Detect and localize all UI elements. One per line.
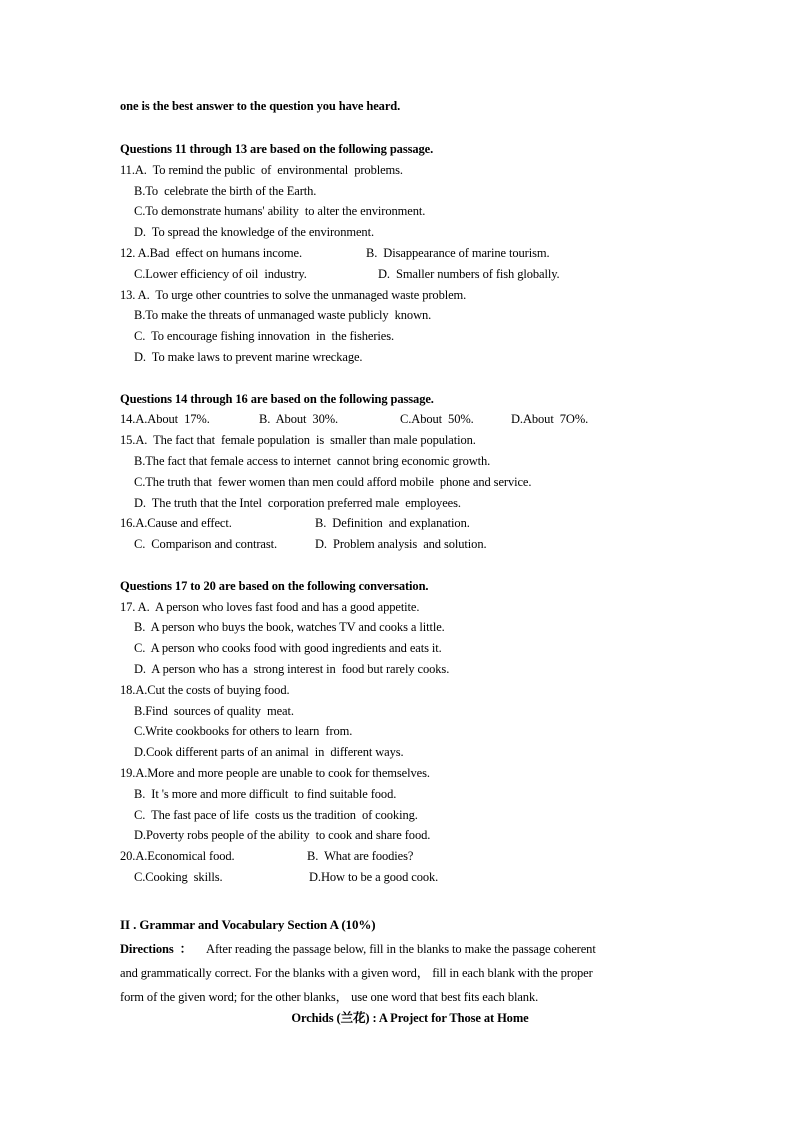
question-20-a: 20.A.Economical food.: [120, 849, 235, 863]
question-13-c: C. To encourage fishing innovation in the fisheries.: [134, 329, 395, 343]
question-14-c: C.About 50%.: [400, 412, 474, 426]
question-19-a: 19.A.More and more people are unable to cook for themselves.: [120, 766, 430, 780]
question-15-b: B.The fact that female access to internet cannot bring economic growth.: [134, 454, 491, 468]
question-13-d: D. To make laws to prevent marine wreckage.: [134, 350, 363, 364]
passage-title: Orchids (兰花) : A Project for Those at Home: [291, 1011, 529, 1025]
question-18-c: C.Write cookbooks for others to learn from.: [134, 724, 353, 738]
part2-heading: II . Grammar and Vocabulary Section A (10%): [120, 917, 376, 932]
question-12-b: B. Disappearance of marine tourism.: [366, 246, 550, 260]
question-13-b: B.To make the threats of unmanaged waste publicly known.: [134, 308, 432, 322]
question-18-a: 18.A.Cut the costs of buying food.: [120, 683, 290, 697]
directions-line-1: [120, 941, 596, 957]
question-12-a: 12. A.Bad effect on humans income.: [120, 246, 302, 260]
question-13-a: 13. A. To urge other countries to solve the unmanaged waste problem.: [120, 288, 467, 302]
question-11-c: C.To demonstrate humans' ability to alter the environment.: [134, 204, 426, 218]
question-20-b: B. What are foodies?: [307, 849, 414, 863]
question-11-d: D. To spread the knowledge of the environment.: [134, 225, 374, 239]
directions-text-1: After reading the passage below, fill in the blanks to make the passage coherent: [206, 942, 596, 956]
question-12-c: C.Lower efficiency of oil industry.: [134, 267, 307, 281]
question-16-b: B. Definition and explanation.: [315, 516, 470, 530]
question-15-a: 15.A. The fact that female population is smaller than male population.: [120, 433, 476, 447]
section-heading-17-20: Questions 17 to 20 are based on the following conversation.: [120, 579, 429, 593]
question-18-b: B.Find sources of quality meat.: [134, 704, 294, 718]
question-17-d: D. A person who has a strong interest in food but rarely cooks.: [134, 662, 450, 676]
question-17-a: 17. A. A person who loves fast food and has a good appetite.: [120, 600, 420, 614]
intro-line: one is the best answer to the question you have heard.: [120, 99, 401, 113]
question-20-d: D.How to be a good cook.: [309, 870, 439, 884]
question-17-b: B. A person who buys the book, watches TV and cooks a little.: [134, 620, 445, 634]
question-18-d: D.Cook different parts of an animal in different ways.: [134, 745, 404, 759]
question-19-b: B. It 's more and more difficult to find suitable food.: [134, 787, 397, 801]
question-16-a: 16.A.Cause and effect.: [120, 516, 232, 530]
section-heading-14-16: Questions 14 through 16 are based on the following passage.: [120, 392, 434, 406]
directions-colon: ：: [179, 942, 193, 956]
question-14-a: 14.A.About 17%.: [120, 412, 210, 426]
question-14-d: D.About 7O%.: [511, 412, 589, 426]
question-15-d: D. The truth that the Intel corporation preferred male employees.: [134, 496, 461, 510]
directions-label: Directions: [120, 942, 174, 956]
question-15-c: C.The truth that fewer women than men could afford mobile phone and service.: [134, 475, 532, 489]
question-14-b: B. About 30%.: [259, 412, 339, 426]
question-20-c: C.Cooking skills.: [134, 870, 223, 884]
question-17-c: C. A person who cooks food with good ingredients and eats it.: [134, 641, 442, 655]
question-19-c: C. The fast pace of life costs us the tradition of cooking.: [134, 808, 418, 822]
question-19-d: D.Poverty robs people of the ability to cook and share food.: [134, 828, 431, 842]
directions-line-3: form of the given word; for the other blanks， use one word that best fits each blank.: [120, 990, 539, 1004]
question-12-d: D. Smaller numbers of fish globally.: [378, 267, 560, 281]
question-11-a: 11.A. To remind the public of environmental problems.: [120, 163, 403, 177]
question-16-d: D. Problem analysis and solution.: [315, 537, 487, 551]
question-11-b: B.To celebrate the birth of the Earth.: [134, 184, 317, 198]
section-heading-11-13: Questions 11 through 13 are based on the following passage.: [120, 142, 434, 156]
question-16-c: C. Comparison and contrast.: [134, 537, 278, 551]
directions-line-2: and grammatically correct. For the blanks with a given word， fill in each blank with the proper: [120, 966, 593, 980]
